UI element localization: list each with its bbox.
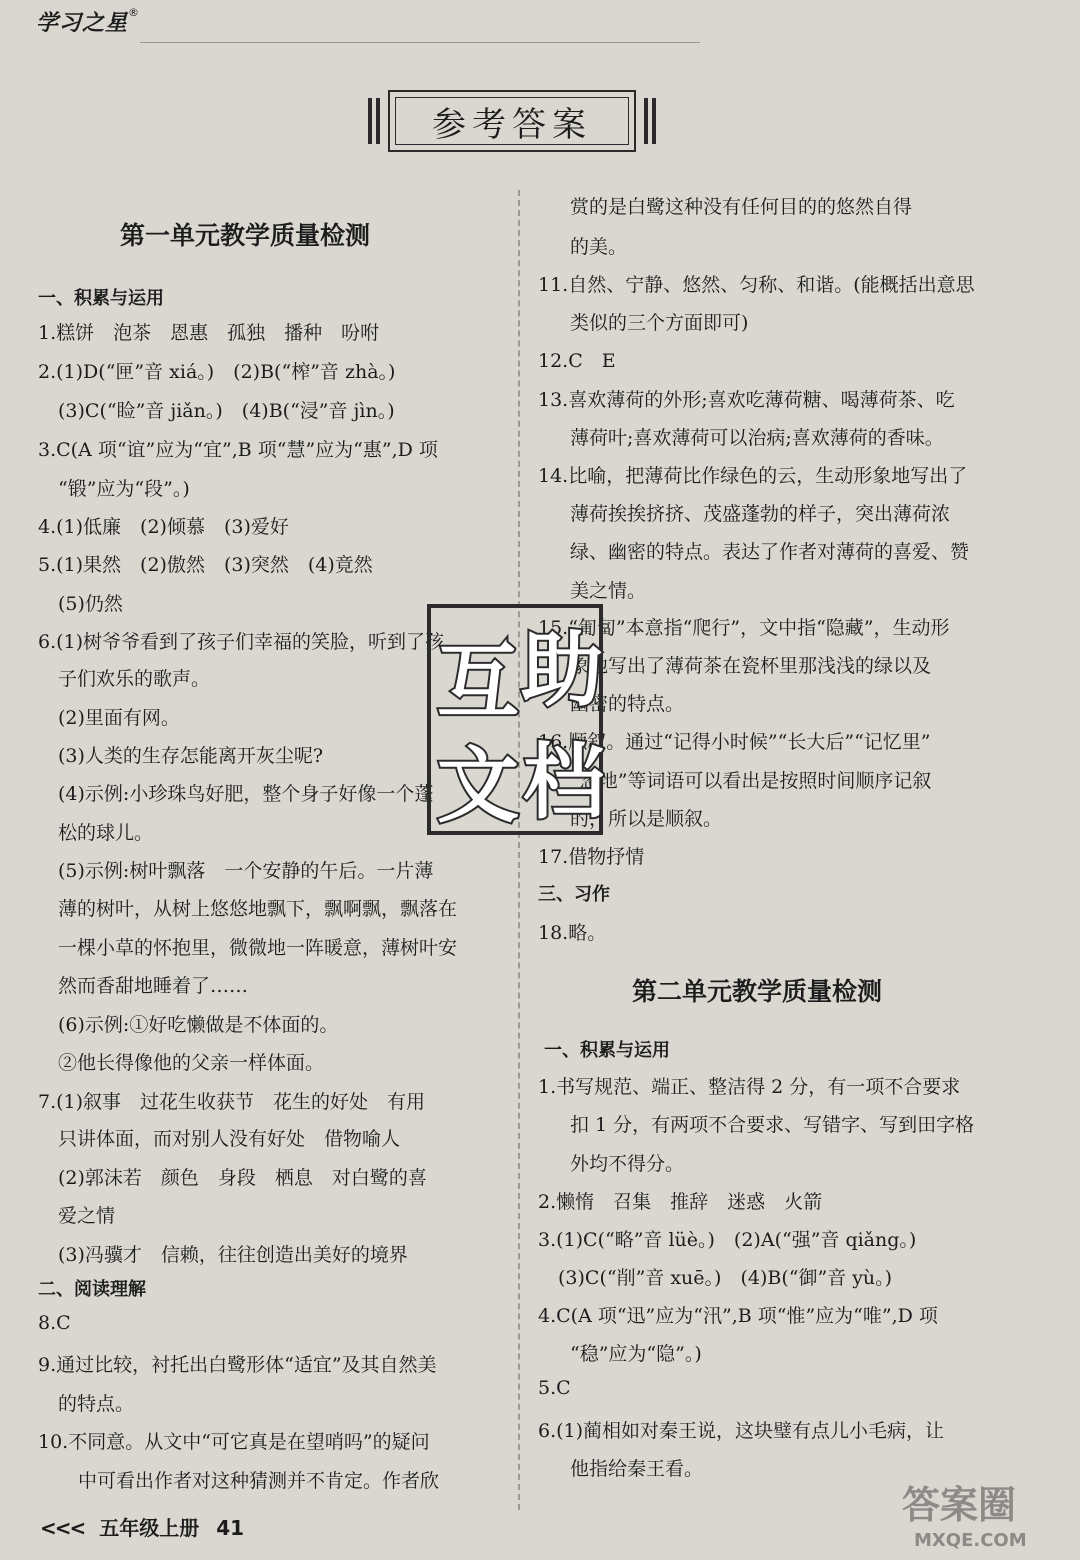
answer-line: 9.通过比较，衬托出白鹭形体“适宜”及其自然美: [38, 1354, 437, 1376]
column-divider: [518, 190, 520, 1510]
watermark-title: 答案圈: [902, 1483, 1017, 1527]
answer-line: (5)示例:树叶飘落 一个安静的午后。一片薄: [58, 860, 434, 882]
page-title: 参考答案: [395, 97, 629, 145]
title-right-bar: [644, 98, 648, 144]
unit-title: 第二单元教学质量检测: [632, 977, 883, 1006]
answer-line: 薄的树叶，从树上悠悠地飘下，飘啊飘，飘落在: [58, 898, 458, 920]
answer-line: 爱之情: [58, 1205, 116, 1227]
answer-line: (3)C(“睑”音 jiǎn。) (4)B(“浸”音 jìn。): [58, 400, 395, 422]
answer-line: 5.(1)果然 (2)傲然 (3)突然 (4)竟然: [38, 554, 373, 576]
answer-line: 4.(1)低廉 (2)倾慕 (3)爱好: [38, 516, 289, 538]
chevrons-icon: <<<: [40, 1516, 85, 1540]
answer-line: “稳”应为“隐”。): [570, 1343, 702, 1365]
unit-title: 第一单元教学质量检测: [120, 221, 371, 250]
answer-line: 3.(1)C(“略”音 lüè。) (2)A(“强”音 qiǎng。): [538, 1229, 917, 1251]
header-rule: [140, 42, 700, 43]
answer-line: 薄荷挨挨挤挤、茂盛蓬勃的样子，突出薄荷浓: [570, 503, 951, 525]
answer-line: (3)冯骥才 信赖，往往创造出美好的境界: [58, 1244, 408, 1266]
answer-line: 的美。: [570, 236, 628, 258]
answer-line: 15.“匍匐”本意指“爬行”，文中指“隐藏”，生动形: [538, 617, 950, 639]
answer-line: 一棵小草的怀抱里，微微地一阵暖意，薄树叶安: [58, 937, 458, 959]
answer-line: 6.(1)树爷爷看到了孩子们幸福的笑脸，听到了孩: [38, 631, 445, 653]
answer-line: 4.C(A 项“迅”应为“汛”,B 项“惟”应为“唯”,D 项: [538, 1305, 938, 1327]
section-heading: 二、阅读理解: [38, 1279, 146, 1300]
section-heading: 一、积累与运用: [38, 288, 164, 309]
answer-line: 扣 1 分，有两项不合要求、写错字、写到田字格: [570, 1114, 975, 1136]
page-footer: [40, 1512, 244, 1541]
answer-line: 2.(1)D(“匣”音 xiá。) (2)B(“榨”音 zhà。): [38, 361, 396, 383]
answer-line: 5.C: [538, 1377, 571, 1399]
answer-line: 10.不同意。从文中“可它真是在望哨吗”的疑问: [38, 1431, 430, 1453]
answer-line: 13.喜欢薄荷的外形;喜欢吃薄荷糖、喝薄荷茶、吃: [538, 389, 955, 411]
answer-line: 的，所以是顺叙。: [570, 808, 723, 830]
answer-line: 幽密的特点。: [570, 693, 685, 715]
answer-line: 松的球儿。: [58, 822, 154, 844]
brand-logo: 学习之星: [36, 11, 129, 36]
page-title-box: [388, 90, 636, 152]
answer-line: (2)里面有网。: [58, 707, 180, 729]
stamp-char: 档: [523, 735, 605, 830]
answer-line: (2)郭沫若 颜色 身段 栖息 对白鹭的喜: [58, 1167, 427, 1189]
grade-label: 五年级上册: [99, 1516, 200, 1540]
answer-line: 7.(1)叙事 过花生收获节 花生的好处 有用: [38, 1091, 426, 1113]
answer-line: “锻”应为“段”。): [58, 478, 190, 500]
answer-line: (6)示例:①好吃懒做是不体面的。: [58, 1014, 339, 1036]
answer-line: 外均不得分。: [570, 1153, 685, 1175]
section-heading: 三、习作: [538, 884, 610, 905]
watermark-stamp: [425, 602, 605, 837]
answer-line: 美之情。: [570, 580, 647, 602]
answer-line: 子们欢乐的歌声。: [58, 668, 211, 690]
answer-line: 8.C: [38, 1312, 71, 1334]
page-number: 41: [216, 1516, 245, 1540]
answer-line: 绿、幽密的特点。表达了作者对薄荷的喜爱、赞: [570, 541, 970, 563]
answer-line: 6.(1)蔺相如对秦王说，这块璧有点儿小毛病，让: [538, 1420, 945, 1442]
section-heading: 一、积累与运用: [544, 1040, 670, 1061]
stamp-char: 互: [437, 635, 520, 730]
title-left-bar-2: [368, 98, 372, 144]
answer-line: ②他长得像他的父亲一样体面。: [58, 1052, 325, 1074]
stamp-char: 文: [437, 739, 520, 834]
answer-line: 然而香甜地睡着了……: [58, 975, 249, 997]
answer-line: 只讲体面，而对别人没有好处 借物喻人: [58, 1128, 401, 1150]
answer-line: 1.书写规范、端正、整洁得 2 分，有一项不合要求: [538, 1076, 961, 1098]
title-left-bar: [376, 98, 380, 144]
title-right-bar-2: [652, 98, 656, 144]
registered-mark: ®: [128, 6, 139, 19]
answer-line: 16.顺叙。通过“记得小时候”“长大后”“记忆里”: [538, 731, 931, 753]
answer-line: 2.懒惰 召集 推辞 迷惑 火箭: [538, 1191, 823, 1213]
watermark-url: MXQE.COM: [914, 1530, 1027, 1551]
answer-line: 11.自然、宁静、悠然、匀称、和谐。(能概括出意思: [538, 274, 975, 296]
answer-line: 象地写出了薄荷茶在瓷杯里那浅浅的绿以及: [570, 655, 932, 677]
answer-line: 12.C E: [538, 350, 616, 372]
answer-line: 类似的三个方面即可): [570, 312, 749, 334]
answer-line: 赏的是白鹭这种没有任何目的的悠然自得: [570, 196, 913, 218]
answer-line: 薄荷叶;喜欢薄荷可以治病;喜欢薄荷的香味。: [570, 427, 944, 449]
answer-line: (5)仍然: [58, 593, 123, 615]
answer-line: 他指给秦王看。: [570, 1458, 704, 1480]
answer-line: (3)人类的生存怎能离开灰尘呢?: [58, 745, 324, 767]
answer-line: 的特点。: [58, 1393, 135, 1415]
answer-line: 中可看出作者对这种猜测并不肯定。作者欣: [78, 1470, 440, 1492]
answer-line: 1.糕饼 泡茶 恩惠 孤独 播种 吩咐: [38, 322, 380, 344]
answer-line: 14.比喻，把薄荷比作绿色的云，生动形象地写出了: [538, 465, 968, 487]
answer-line: (4)示例:小珍珠鸟好肥，整个身子好像一个蓬: [58, 783, 434, 805]
answer-line: “忽地”等词语可以看出是按照时间顺序记叙: [570, 770, 932, 792]
corner-watermark: [888, 1472, 1068, 1552]
answer-line: (3)C(“削”音 xuē。) (4)B(“御”音 yù。): [558, 1267, 893, 1289]
answer-line: 18.略。: [538, 922, 607, 944]
answer-line: 3.C(A 项“谊”应为“宜”,B 项“慧”应为“惠”,D 项: [38, 439, 438, 461]
stamp-char: 助: [521, 623, 604, 718]
answer-line: 17.借物抒情: [538, 846, 645, 868]
